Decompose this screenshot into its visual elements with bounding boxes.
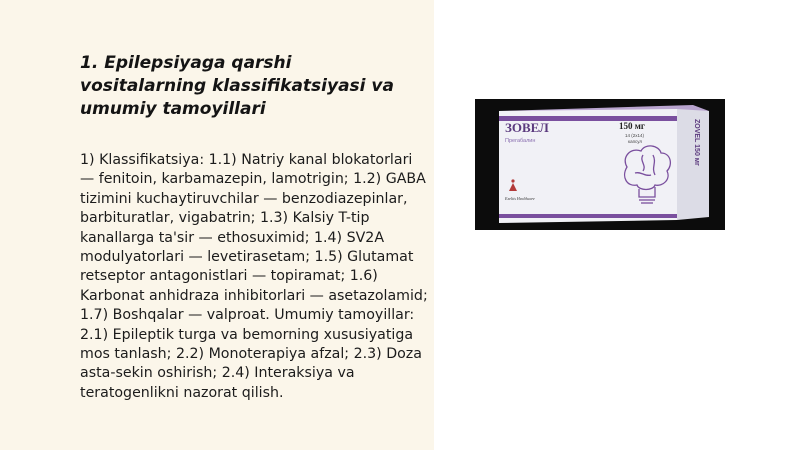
box-side (677, 109, 709, 220)
slide-body-text: 1) Klassifikatsiya: 1.1) Natriy kanal blokatorlari — fenitoin, karbamazepin, lamotrigin; 1.2) GABA tizimini kuchaytiruvchilar — benzodiazepinlar, barbituratlar, vigabatrin; 1.3) Kalsiy T-tip kanallarga ta'sir — ethosuximid; 1.4) SV2A modulyatorlari — levetirasetam; 1.5) Glutamat retseptor antagonistlari — topiramat; 1.6) Karbonat anhidraza inhibitorlari — asetazolamid; 1.7) Boshqalar — valproat. Umumiy tamoyillar: 2.1) Epileptik turga va bemorning xususiyatiga mos tanlash; 2.2) Monoterapiya afzal; 2.3) Doza asta-sekin oshirish; 2.4) Interaksiya va teratogenlikni nazorat qilish. (80, 152, 428, 401)
slide-title: 1. Epilepsiyaga qarshi vositalarning klassifikatsiyasi va umumiy tamoyillari (80, 53, 394, 119)
accent-band-bottom (499, 214, 677, 218)
box-maker: Exeltis Healthcare (505, 196, 535, 201)
product-box-illustration (475, 99, 725, 230)
box-form: капсул (628, 139, 643, 144)
box-inn: Прегабалин (505, 138, 536, 144)
box-brand: ЗОВЕЛ (505, 120, 549, 135)
box-dose: 150 мг (619, 121, 645, 131)
box-side-brand: ZOVEL 150 мг (693, 119, 700, 166)
product-box-photo (475, 99, 725, 230)
box-pack-count: 14 (2х14) (625, 133, 645, 138)
